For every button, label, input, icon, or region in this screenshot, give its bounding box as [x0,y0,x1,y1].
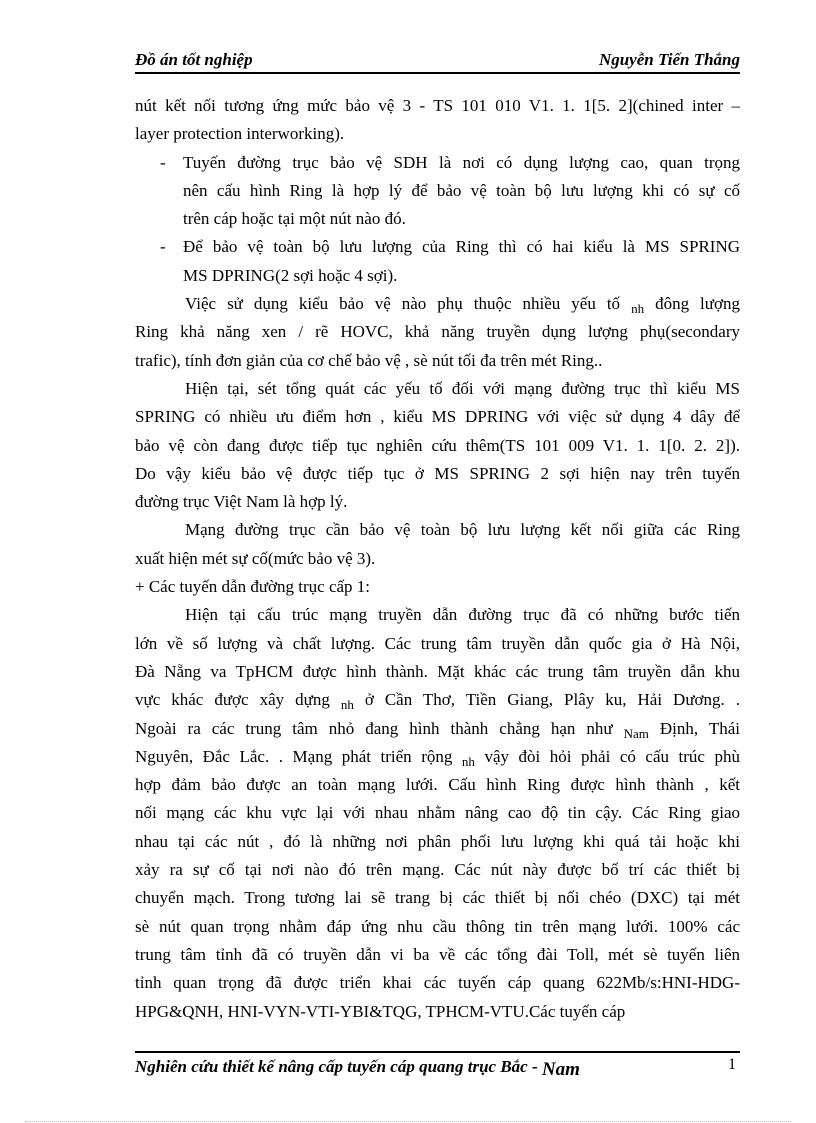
text-segment: đông lượng [655,294,740,314]
text-line: xuất hiện mét sự cố(mức bảo vệ 3). [135,548,376,568]
text-segment: ở Cần Thơ, Tiền Giang, Plây ku, Hải Dương. . [364,690,741,710]
text-line: đường trục Việt Nam là hợp lý. [135,492,348,512]
text-line: lớn về số lượng và chất lượng. Các trung tâm truyền dẫn quốc gia ở Hà Nội, [135,633,740,653]
text-line: trung tâm tỉnh đã có truyền dẫn vi ba về các tổng đài Toll, mét sè tuyến liên [135,944,740,964]
text-line: trafic), tính đơn giản của cơ chế bảo vệ , sè nút tối đa trên mét Ring.. [135,350,603,370]
bullet-item [135,149,740,177]
text-segment: Nguyên, Đắc Lắc. . Mạng phát triển rộng [135,746,453,766]
text-segment: Định, Thái [659,718,740,738]
bullet-dash: - [160,237,166,257]
bullet-item [135,233,740,261]
footer-title-tail: Nam [541,1059,580,1080]
text-line: xảy ra sự cố tại nơi nào đó trên mạng. Các nút này được bố trí các thiết bị [135,860,740,880]
text-line [135,290,740,318]
header-left-title: Đồ án tốt nghiệp [135,50,253,69]
body-text [135,92,740,1026]
footer-rule [135,1051,740,1053]
header-author: Nguyễn Tiến Thắng [598,50,740,69]
text-segment: vậy đòi hỏi phải có cấu trúc phù [484,746,740,766]
text-line: Đà Nẵng va TpHCM được hình thành. Mặt khác các trung tâm truyền dẫn khu [135,661,740,681]
text-line: chuyển mạch. Trong tương lai sẽ trang bị các thiết bị nối chéo (DXC) tại mét [135,888,740,908]
text-line [135,715,740,743]
text-line: sè nút quan trọng nhằm đáp ứng nhu cầu thông tin trên mạng lưới. 100% các [135,916,740,936]
page-footer [135,1056,580,1078]
text-line [135,743,740,771]
text-line: Mạng đường trục cần bảo vệ toàn bộ lưu lượng kết nối giữa các Ring [185,520,740,540]
text-line: nối mạng các khu vực lại với nhau nhằm nâng cao độ tin cậy. Các Ring giao [135,803,740,823]
inline-fragment: Nam [623,725,649,741]
text-line: Tuyến đường trục bảo vệ SDH là nơi có dụng lượng cao, quan trọng [183,152,740,172]
page-edge-dotted-line [25,1121,791,1122]
text-line: trên cáp hoặc tại một nút nào đó. [183,209,406,229]
inline-fragment: nh [631,301,645,317]
inline-fragment: nh [461,753,475,769]
text-segment: Ngoài ra các trung tâm nhỏ đang hình thành chẳng hạn như [135,718,613,738]
text-line: nên cấu hình Ring là hợp lý để bảo vệ toàn bộ lưu lượng khi có sự cố [183,180,740,200]
text-segment: Việc sử dụng kiểu bảo vệ nào phụ thuộc nhiều yếu tố [185,294,621,314]
text-line: nút kết nối tương ứng mức bảo vệ 3 - TS 101 010 V1. 1. 1[5. 2](chined inter – [135,96,740,115]
text-line: tỉnh quan trọng đã được triển khai các tuyến cáp quang 622Mb/s:HNI-HDG- [135,973,740,993]
text-line: SPRING có nhiều ưu điểm hơn , kiểu MS DPRING với việc sử dụng 4 dây để [135,407,740,427]
text-line: HPG&QNH, HNI-VYN-VTI-YBI&TQG, TPHCM-VTU.Các tuyến cáp [135,1001,626,1021]
inline-fragment: nh [340,697,354,713]
text-line: Do vậy kiểu bảo vệ được tiếp tục ở MS SPRING 2 sợi hiện nay trên tuyến [135,463,740,483]
page-header [135,50,740,74]
text-line [135,686,740,714]
text-line: Hiện tại cấu trúc mạng truyền dẫn đường trục đã có những bước tiến [185,605,740,625]
text-line: MS DPRING(2 sợi hoặc 4 sợi). [183,265,398,285]
bullet-dash: - [160,152,166,172]
footer-title: Nghiên cứu thiết kế nâng cấp tuyến cáp quang trục Bắc - [135,1057,538,1076]
text-line: Hiện tại, sét tổng quát các yếu tố đối với mạng đường trục thì kiểu MS [185,378,740,398]
text-line: Để bảo vệ toàn bộ lưu lượng của Ring thì có hai kiểu là MS SPRING [183,237,740,257]
text-line: bảo vệ còn đang được tiếp tục nghiên cứu thêm(TS 101 009 V1. 1. 1[0. 2. 2]). [135,435,740,455]
text-line: Ring khả năng xen / rẽ HOVC, khả năng truyền dụng lượng phụ(secondary [135,322,740,342]
text-line: nhau tại các nút , đó là những nơi phân phối lưu lượng khi quá tải hoặc khi [135,831,740,851]
section-heading: + Các tuyến dẫn đường trục cấp 1: [135,577,371,597]
page-number: 1 [728,1056,736,1073]
text-segment: vực khác được xây dựng [135,690,330,710]
text-line: layer protection interworking). [135,124,345,144]
text-line: hợp đảm bảo được an toàn mạng lưới. Cấu hình Ring được hình thành , kết [135,775,740,795]
